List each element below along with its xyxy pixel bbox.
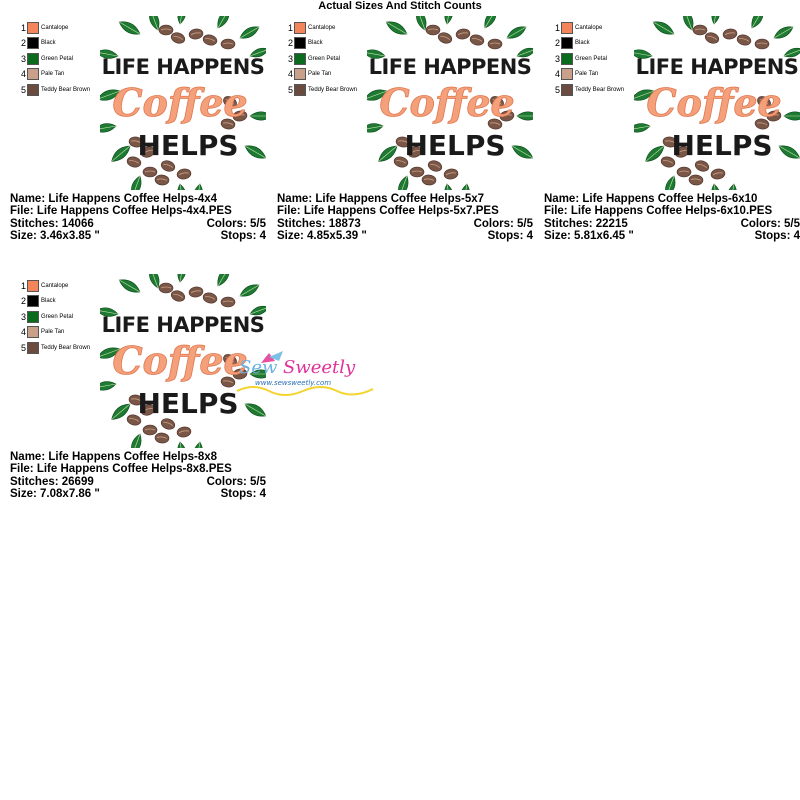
design-file: File: Life Happens Coffee Helps-5x7.PES	[277, 205, 499, 218]
leaf	[710, 183, 723, 190]
leaf	[243, 142, 266, 162]
legend-item	[283, 67, 369, 83]
design-info	[10, 193, 266, 242]
color-swatch	[27, 295, 39, 307]
color-name: Pale Tan	[41, 71, 65, 78]
leaf	[190, 441, 205, 448]
color-swatch	[561, 22, 573, 34]
color-name: Cantalope	[308, 24, 336, 31]
color-swatch	[27, 326, 39, 338]
stitch-count: Stitches: 22215	[544, 217, 628, 230]
color-name: Black	[575, 40, 590, 47]
coffee-bean	[455, 28, 471, 40]
legend-number: 1	[20, 280, 26, 291]
coffee-bean	[176, 168, 192, 180]
coffee-bean	[202, 33, 218, 46]
legend-item	[550, 20, 636, 36]
legend-number: 2	[554, 38, 560, 49]
design-info	[544, 193, 800, 242]
color-swatch	[294, 68, 306, 80]
svg-text:Coffee: Coffee	[646, 80, 782, 125]
stop-count: Stops: 4	[220, 229, 266, 242]
design-name: Name: Life Happens Coffee Helps-8x8	[10, 451, 218, 463]
design-file: File: Life Happens Coffee Helps-4x4.PES	[10, 205, 232, 218]
legend-item	[283, 20, 369, 36]
design-name: Name: Life Happens Coffee Helps-4x4	[10, 193, 218, 205]
svg-text:HELPS: HELPS	[404, 129, 506, 162]
color-count: Colors: 5/5	[740, 217, 800, 230]
color-name: Teddy Bear Brown	[308, 86, 358, 93]
design-name: Name: Life Happens Coffee Helps-6x10	[544, 193, 758, 205]
color-name: Black	[308, 40, 323, 47]
svg-text:LIFE HAPPENS: LIFE HAPPENS	[635, 55, 799, 79]
color-count: Colors: 5/5	[473, 217, 533, 230]
color-name: Teddy Bear Brown	[575, 86, 625, 93]
color-swatch	[27, 22, 39, 34]
design-card	[544, 0, 800, 240]
legend-item	[16, 340, 102, 356]
coffee-bean	[176, 426, 192, 438]
svg-text:Coffee: Coffee	[379, 80, 515, 125]
color-name: Pale Tan	[575, 71, 599, 78]
legend-number: 2	[287, 38, 293, 49]
color-name: Pale Tan	[308, 71, 332, 78]
color-swatch	[561, 53, 573, 65]
color-name: Cantalope	[41, 24, 69, 31]
design-size: Size: 3.46x3.85 "	[10, 229, 100, 242]
coffee-bean	[437, 31, 454, 45]
legend-number: 4	[554, 69, 560, 80]
leaf	[443, 183, 456, 190]
svg-text:LIFE HAPPENS: LIFE HAPPENS	[368, 55, 532, 79]
color-legend	[16, 20, 102, 98]
design-file: File: Life Happens Coffee Helps-8x8.PES	[10, 463, 232, 476]
leaf	[129, 433, 144, 448]
coffee-bean	[188, 286, 204, 298]
svg-text:Sweetly: Sweetly	[283, 357, 356, 378]
embroidery-design-preview	[367, 16, 533, 190]
sew-sweetly-logo	[233, 343, 378, 401]
color-swatch	[27, 342, 39, 354]
leaf	[777, 142, 800, 162]
color-swatch	[27, 280, 39, 292]
legend-item	[16, 309, 102, 325]
leaf	[443, 16, 454, 25]
coffee-bean	[170, 31, 187, 45]
leaf	[663, 175, 678, 190]
leaf	[243, 400, 266, 420]
legend-item	[550, 51, 636, 67]
coffee-bean	[704, 31, 721, 45]
legend-number: 3	[20, 53, 26, 64]
legend-number: 2	[20, 296, 26, 307]
svg-text:www.sewsweetly.com: www.sewsweetly.com	[255, 379, 332, 387]
legend-item	[283, 36, 369, 52]
leaf	[176, 441, 189, 448]
color-count: Colors: 5/5	[206, 217, 266, 230]
color-swatch	[294, 53, 306, 65]
design-name: Name: Life Happens Coffee Helps-5x7	[277, 193, 485, 205]
design-file: File: Life Happens Coffee Helps-6x10.PES	[544, 205, 773, 218]
design-size: Size: 4.85x5.39 "	[277, 229, 367, 242]
coffee-bean	[689, 174, 704, 185]
design-size: Size: 7.08x7.86 "	[10, 487, 100, 500]
leaf	[510, 142, 533, 162]
svg-text:Coffee: Coffee	[112, 338, 248, 383]
legend-item	[16, 325, 102, 341]
legend-number: 4	[20, 69, 26, 80]
color-swatch	[294, 84, 306, 96]
legend-number: 1	[20, 22, 26, 33]
legend-item	[16, 82, 102, 98]
color-count: Colors: 5/5	[206, 475, 266, 488]
legend-item	[550, 67, 636, 83]
coffee-bean	[422, 174, 437, 185]
svg-text:HELPS: HELPS	[137, 387, 239, 420]
stitch-count: Stitches: 26699	[10, 475, 94, 488]
color-swatch	[561, 68, 573, 80]
legend-item	[550, 82, 636, 98]
color-name: Green Petal	[575, 55, 608, 62]
color-swatch	[27, 84, 39, 96]
color-legend	[550, 20, 636, 98]
leaf	[396, 175, 411, 190]
legend-item	[283, 82, 369, 98]
svg-text:Sew: Sew	[239, 357, 278, 378]
leaf	[710, 16, 721, 25]
page-title: Actual Sizes And Stitch Counts	[318, 0, 482, 12]
color-legend	[16, 278, 102, 356]
color-swatch	[561, 37, 573, 49]
legend-number: 3	[554, 53, 560, 64]
stitch-count: Stitches: 18873	[277, 217, 361, 230]
leaf	[176, 183, 189, 190]
legend-item	[16, 36, 102, 52]
coffee-bean	[188, 28, 204, 40]
embroidery-design-preview	[100, 16, 266, 190]
legend-number: 3	[20, 311, 26, 322]
color-name: Green Petal	[41, 55, 74, 62]
legend-item	[16, 67, 102, 83]
stop-count: Stops: 4	[754, 229, 800, 242]
color-legend	[283, 20, 369, 98]
coffee-bean	[722, 28, 738, 40]
color-name: Green Petal	[308, 55, 341, 62]
leaf	[176, 274, 187, 283]
legend-number: 5	[287, 84, 293, 95]
color-name: Green Petal	[41, 313, 74, 320]
color-swatch	[294, 22, 306, 34]
legend-item	[283, 51, 369, 67]
design-card	[10, 258, 266, 498]
color-name: Cantalope	[41, 282, 69, 289]
legend-number: 3	[287, 53, 293, 64]
leaf	[129, 175, 144, 190]
coffee-bean	[202, 291, 218, 304]
stop-count: Stops: 4	[220, 487, 266, 500]
color-swatch	[294, 37, 306, 49]
svg-text:Coffee: Coffee	[112, 80, 248, 125]
coffee-bean	[710, 168, 726, 180]
svg-text:LIFE HAPPENS: LIFE HAPPENS	[101, 313, 265, 337]
color-name: Black	[41, 40, 56, 47]
legend-number: 5	[554, 84, 560, 95]
coffee-bean	[736, 33, 752, 46]
coffee-bean	[155, 174, 170, 185]
legend-number: 5	[20, 84, 26, 95]
color-swatch	[27, 37, 39, 49]
design-info	[277, 193, 533, 242]
color-name: Teddy Bear Brown	[41, 344, 91, 351]
legend-item	[550, 36, 636, 52]
color-name: Black	[41, 298, 56, 305]
embroidery-design-preview	[634, 16, 800, 190]
design-info	[10, 451, 266, 500]
legend-number: 2	[20, 38, 26, 49]
color-swatch	[27, 68, 39, 80]
coffee-bean	[170, 289, 187, 303]
legend-number: 4	[20, 327, 26, 338]
legend-item	[16, 20, 102, 36]
svg-text:LIFE HAPPENS: LIFE HAPPENS	[101, 55, 265, 79]
leaf	[190, 183, 205, 190]
stop-count: Stops: 4	[487, 229, 533, 242]
color-name: Pale Tan	[41, 329, 65, 336]
design-card	[277, 0, 533, 240]
legend-number: 5	[20, 342, 26, 353]
leaf	[724, 183, 739, 190]
color-swatch	[27, 311, 39, 323]
coffee-bean	[443, 168, 459, 180]
legend-item	[16, 51, 102, 67]
legend-number: 1	[554, 22, 560, 33]
svg-text:HELPS: HELPS	[671, 129, 773, 162]
color-name: Teddy Bear Brown	[41, 86, 91, 93]
legend-item	[16, 294, 102, 310]
leaf	[176, 16, 187, 25]
color-swatch	[561, 84, 573, 96]
coffee-bean	[469, 33, 485, 46]
color-name: Cantalope	[575, 24, 603, 31]
leaf	[457, 183, 472, 190]
design-size: Size: 5.81x6.45 "	[544, 229, 634, 242]
legend-number: 4	[287, 69, 293, 80]
legend-number: 1	[287, 22, 293, 33]
color-swatch	[27, 53, 39, 65]
svg-text:HELPS: HELPS	[137, 129, 239, 162]
coffee-bean	[155, 432, 170, 443]
design-card	[10, 0, 266, 240]
legend-item	[16, 278, 102, 294]
stitch-count: Stitches: 14066	[10, 217, 94, 230]
